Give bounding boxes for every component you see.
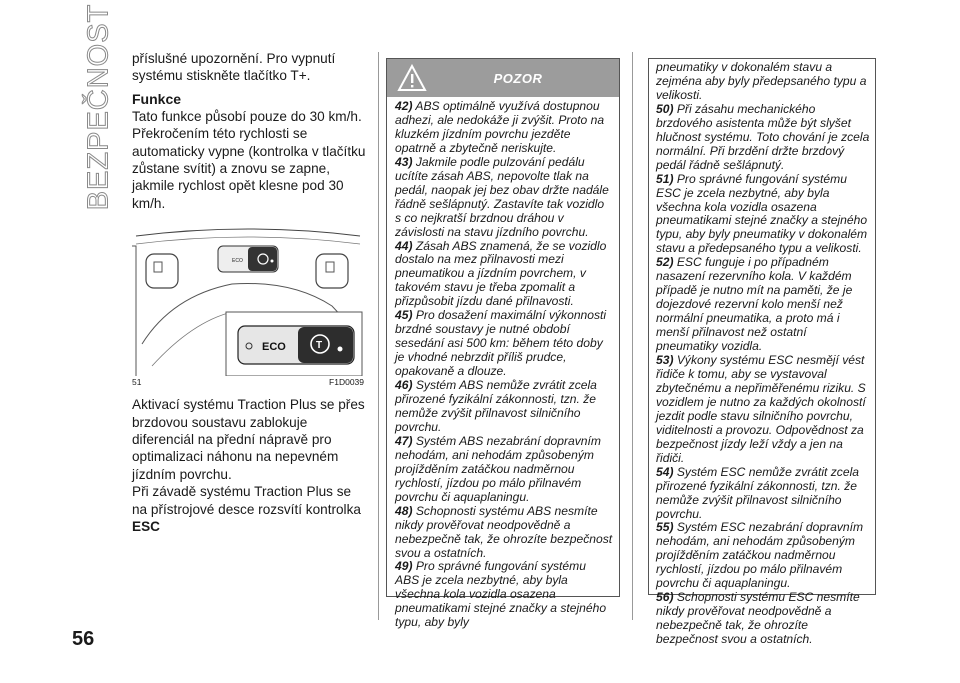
note-text: Pro správné fungování systému ABS je zcela nezbytné, aby byla všechna kola vozidla osazena pneumatikami stejné značky a stejného typu, aby byly [395,559,607,630]
column-divider [632,52,633,620]
note-number: 45) [395,308,413,323]
note-text: Systém ABS nezabrání dopravním nehodám, ani nehodám způsobeným projížděním zatáčkou nadměrnou rychlostí, jízdou po málo přilnavém povrchu či aquaplaningu. [395,433,601,504]
note-item [395,100,613,156]
fault-paragraph: Při závadě systému Traction Plus se na přístrojové desce rozsvítí kontrolka ESC [132,484,361,535]
note-number: 49) [395,559,413,574]
intro-paragraph: příslušné upozornění. Pro vypnutí systému stiskněte tlačítko T+. [132,51,336,84]
note-number: 42) [395,99,413,113]
figure-eco-button [132,226,364,388]
note-item [395,505,613,561]
warning-box [386,58,620,630]
note-item [656,256,871,354]
esc-label: ESC [132,519,160,535]
section-side-label: BEZPEČNOST [82,3,115,211]
note-number: 46) [395,378,413,393]
note-text: Schopnosti systému ESC nesmíte nikdy prověřovat neodpovědně a nebezpečně tak, že ohrozíte bezpečnost svou a ostatních. [656,590,860,647]
dashboard-illustration [132,226,364,376]
note-item [656,173,871,257]
note-number: 48) [395,503,413,518]
note-number: 50) [656,101,674,116]
page-number: 56 [72,628,95,650]
figure-code: F1D0039 [329,377,364,388]
traction-paragraph: Aktivací systému Traction Plus se přes brzdovou soustavu zablokuje diferenciál na přední nápravě pro optimalizaci náhonu na nepevném jízdním povrchu. [132,397,365,482]
warning-body [387,97,619,630]
note-item [395,156,613,240]
note-item [395,379,613,435]
eco-button-label: ECO [262,341,286,354]
note-item [395,560,613,630]
note-item [395,240,613,310]
note-number: 47) [395,433,413,448]
note-text: Zásah ABS znamená, že se vozidlo dostalo na mez přilnavosti mezi pneumatikou a jízdním povrchem, v takovém stavu je třeba zpomalit a přizpůsobit jízdu dané přilnavosti. [395,238,607,309]
note-text: Systém ESC nemůže zvrátit zcela přirozené fyzikální zákonnosti, tzn. že nemůže zvýšit přilnavost silničního povrchu. [656,464,859,521]
note-number: 54) [656,464,674,479]
note-text: ABS optimálně využívá dostupnou adhezi, ale nedokáže ji zvýšit. Proto na kluzkém jízdním povrchu jezděte opatrně a zbytečně neriskujte. [395,99,605,155]
note-text: Výkony systému ESC nesmějí vést řidiče k tomu, aby se vystavoval zbytečnému a nepřiměřenému riziku. S vozidlem je nutno za každých okolností jezdit podle stavu silničního povrchu, viditelnosti a provozu. Odpovědnost za bezpečnost jízdy leží vždy a jen na řidiči. [656,353,866,465]
note-text: Systém ABS nemůže zvrátit zcela přirozené fyzikální zákonnosti, tzn. že nemůže zvýšit přilnavost silničního povrchu. [395,378,597,434]
note-number: 53) [656,353,674,368]
note-number: 55) [656,520,674,535]
note-item [395,435,613,505]
note-text: Při zásahu mechanického brzdového asistenta může být slyšet hlučnost systému. Toto chování je zcela normální. Při brzdění držte brzdový pedál řádně sešlápnutý. [656,101,870,172]
note-text: ESC funguje i po případném nasazení rezervního kola. V každém případě je nutno mít na paměti, že je dojezdové rezervní kolo menší než normální pneumatika, a proto má i menší přilnavost než ostatní pneumatiky vozidla. [656,255,853,354]
section-heading: Funkce [132,90,182,107]
warning-title: POZOR [493,71,543,86]
note-text: Schopnosti systému ABS nesmíte nikdy prověřovat neodpovědně a nebezpečně tak, že ohrozíte bezpečnost svou a ostatních. [395,503,613,560]
note-continuation: pneumatiky v dokonalém stavu a zejména aby byly předepsaného typu a velikosti. [656,60,867,102]
note-number: 52) [656,255,674,270]
figure-number: 51 [132,377,142,388]
note-item [656,466,871,522]
note-item [656,591,871,647]
figure-caption [132,377,364,387]
right-column-notes [648,58,876,647]
note-number: 44) [395,238,413,253]
column-divider [378,52,379,620]
small-eco-label: ECO [232,258,243,265]
left-column [132,50,366,536]
function-paragraph: Tato funkce působí pouze do 30 km/h. Překročením této rychlosti se automaticky vypne (kontrolka v tlačítku zůstane svítit) a znovu se zapne, jakmile rychlost opět klesne pod 30 km/h. [132,108,366,211]
note-text: Pro správné fungování systému ESC je zcela nezbytné, aby byla všechna kola vozidla osazena pneumatikami stejné značky a stejného typu, aby byly pneumatiky v dokonalém stavu a předepsaného typu a velikosti. [656,171,868,256]
note-item [395,309,613,379]
note-item [656,354,871,466]
note-item [656,103,871,173]
note-number: 43) [395,154,413,169]
note-item [656,521,871,591]
note-text: Systém ESC nezabrání dopravním nehodám, ani nehodám způsobeným projížděním zatáčkou nadměrnou rychlostí, jízdou po málo přilnavém povrchu či aquaplaningu. [656,520,864,591]
note-text: Jakmile podle pulzování pedálu ucítíte zásah ABS, nepovolte tlak na pedál, naopak jej bez obav držte nadále řádně sešlápnutý. Zastavíte tak vozidlo s co nejkratší brzdnou dráhou v závislosti na stavu jízdního povrchu. [395,154,609,239]
note-number: 56) [656,590,674,605]
warning-header [387,59,619,97]
svg-text:T: T [316,340,323,352]
note-text: Pro dosažení maximální výkonnosti brzdné soustavy je nutné období sesedání asi 500 km: během této doby je vhodné nebrzdit příliš prudce, opakovaně a dlouze. [395,308,607,379]
note-number: 51) [656,171,674,186]
